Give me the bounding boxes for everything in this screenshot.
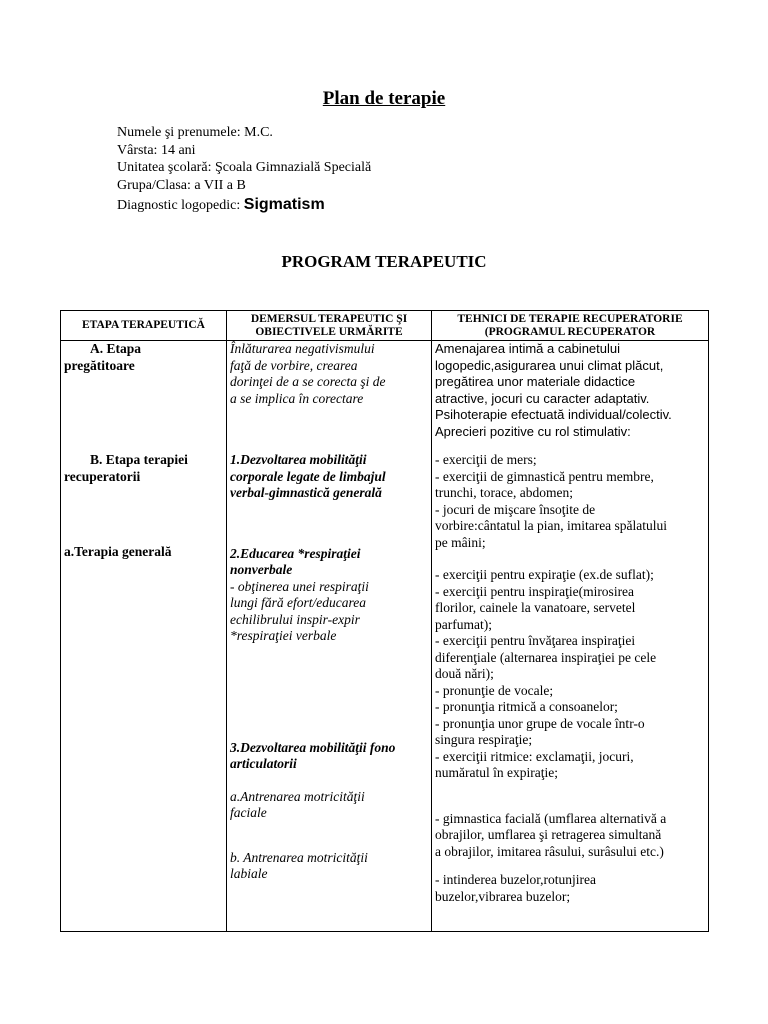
tehnici-p1: Amenajarea intimă a cabinetului logopedic,asigurarea unui climat plăcut, pregătirea unor materiale didactice atractive, jocuri cu caracter adaptativ. Psihoterapie efectuată individual/colectiv. Aprecieri pozitive cu rol stimulativ: — [435, 341, 672, 439]
header-etapa: ETAPA TERAPEUTICĂ — [61, 311, 227, 341]
info-age: Vârsta: 14 ani — [117, 142, 196, 158]
table-header-row — [61, 311, 709, 341]
tehnici-p5: - intinderea buzelor,rotunjirea buzelor,vibrarea buzelor; — [435, 872, 597, 904]
patient-info — [117, 124, 371, 215]
diagnostic-value: Sigmatism — [243, 196, 325, 213]
tehnici-p3: - exerciţii pentru expiraţie (ex.de suflat); - exerciţii pentru inspiraţie(mirosirea florilor, cainele la vanatoare, servetel parfumat); - exerciţii pentru învăţarea inspiraţiei diferenţiale (alternarea inspiraţiei pe cele două nări); - pronunţie de vocale; - pronunţia ritmică a consoanelor; - pronunţia unor grupe de vocale într-o singura respiraţie; - exerciţii ritmice: exclamaţii, jocuri, număratul în expiraţie; — [435, 567, 657, 780]
section-subtitle: PROGRAM TERAPEUTIC — [281, 252, 487, 271]
demers-p4: 3.Dezvoltarea mobilităţii fono articulatorii — [230, 739, 396, 771]
demers-p6: b. Antrenarea motricităţii labiale — [230, 849, 368, 881]
tehnici-p2: - exerciţii de mers; - exerciţii de gimnastică pentru membre, trunchi, torace, abdomen; - jocuri de mişcare însoţite de vorbire:cântatul la pian, imitarea spălatului pe mâini; — [435, 452, 668, 550]
info-class: Grupa/Clasa: a VII a B — [117, 177, 246, 193]
demers-p3: 2.Educarea *respiraţiei nonverbale - obţinerea unei respiraţii lungi fără efort/educarea echilibrului inspir-expir *respiraţiei verbale — [230, 545, 369, 643]
info-school: Unitatea şcolară: Şcoala Gimnazială Specială — [117, 160, 372, 175]
demers-p1: Înlăturarea negativismului faţă de vorbire, crearea dorinţei de a se corecta şi de a se implica în corectare — [230, 341, 386, 406]
header-tehnici: TEHNICI DE TERAPIE RECUPERATORIE (PROGRAMUL RECUPERATOR — [432, 311, 709, 341]
etapa-a: A. Etapa pregătitoare — [64, 341, 142, 373]
demers-p5: a.Antrenarea motricităţii faciale — [230, 788, 365, 820]
tehnici-p4: - gimnastica facială (umflarea alternativă a obrajilor, umflarea şi retragerea simultană a obrajilor, imitarea râsului, surâsului etc.) — [435, 810, 667, 859]
demers-p2: 1.Dezvoltarea mobilităţii corporale legate de limbajul verbal-gimnastică generală — [230, 452, 386, 500]
etapa-b: B. Etapa terapiei recuperatorii — [64, 452, 188, 484]
table-row — [61, 341, 709, 932]
header-demers: DEMERSUL TERAPEUTIC ŞI OBIECTIVELE URMĂRITE — [227, 311, 432, 341]
col-demers — [227, 341, 432, 932]
document-title: Plan de terapie — [322, 88, 446, 109]
therapy-program-table — [60, 310, 709, 932]
col-etapa — [61, 341, 227, 932]
col-tehnici — [432, 341, 709, 932]
info-name: Numele şi prenumele: M.C. — [117, 125, 273, 140]
info-diagnostic: Diagnostic logopedic: Sigmatism — [117, 196, 325, 213]
terapia-generala: a.Terapia generală — [64, 544, 172, 559]
